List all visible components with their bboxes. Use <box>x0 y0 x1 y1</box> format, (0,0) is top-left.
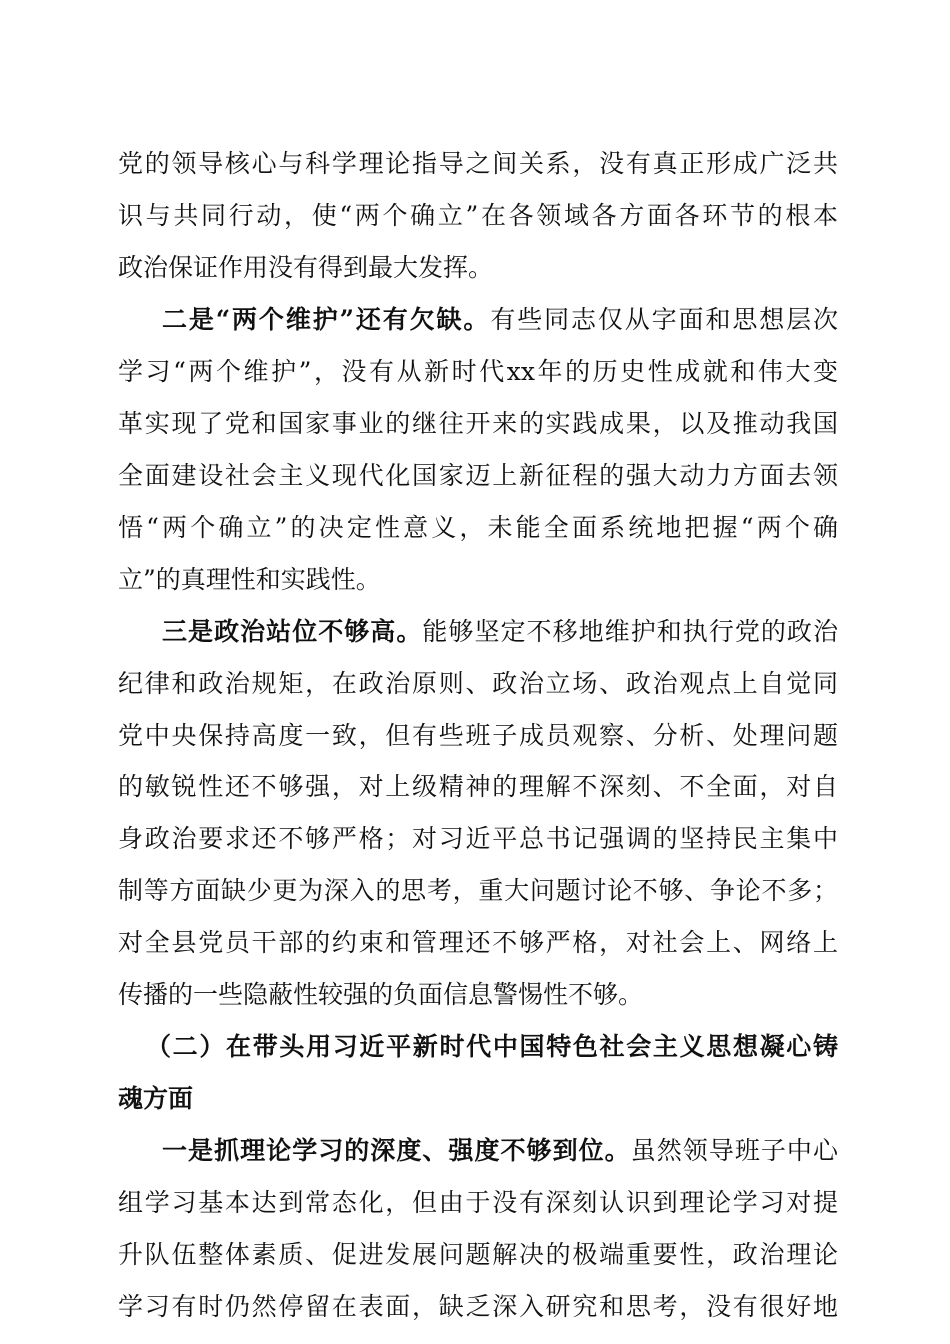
paragraph-line: 制等方面缺少更为深入的思考，重大问题讨论不够、争论不多； <box>118 876 838 905</box>
point-heading: 三是政治站位不够高。 <box>162 617 423 646</box>
paragraph-first-line <box>162 1128 838 1174</box>
paragraph-text: 有些同志仅从字面和思想层次 <box>490 305 838 334</box>
paragraph-first-line <box>162 609 838 655</box>
section-heading-cont: 魂方面 <box>118 1084 194 1113</box>
paragraph-first-line <box>162 297 838 343</box>
paragraph-line: 全面建设社会主义现代化国家迈上新征程的强大动力方面去领 <box>118 461 838 490</box>
paragraph-text: 能够坚定不移地维护和执行党的政治 <box>422 617 838 646</box>
paragraph-line: 党中央保持高度一致，但有些班子成员观察、分析、处理问题 <box>118 721 838 750</box>
paragraph-line: 识与共同行动，使“两个确立”在各领域各方面各环节的根本 <box>118 201 838 230</box>
point-heading: 一是抓理论学习的深度、强度不够到位。 <box>162 1136 631 1165</box>
paragraph-line: 悟“两个确立”的决定性意义，未能全面系统地把握“两个确 <box>118 513 838 542</box>
point-heading: 二是“两个维护”还有欠缺。 <box>162 305 491 334</box>
paragraph-line: 党的领导核心与科学理论指导之间关系，没有真正形成广泛共 <box>118 149 838 178</box>
paragraph-line: 政治保证作用没有得到最大发挥。 <box>118 253 494 282</box>
section-heading: （二）在带头用习近平新时代中国特色社会主义思想凝心铸 <box>146 1032 838 1061</box>
paragraph-line: 学习有时仍然停留在表面，缺乏深入研究和思考，没有很好地 <box>118 1292 838 1321</box>
paragraph-line: 组学习基本达到常态化，但由于没有深刻认识到理论学习对提 <box>118 1188 838 1217</box>
paragraph-line: 纪律和政治规矩，在政治原则、政治立场、政治观点上自觉同 <box>118 669 838 698</box>
paragraph-line: 立”的真理性和实践性。 <box>118 565 381 594</box>
paragraph-line: 身政治要求还不够严格；对习近平总书记强调的坚持民主集中 <box>118 824 838 853</box>
paragraph-line: 对全县党员干部的约束和管理还不够严格，对社会上、网络上 <box>118 928 838 957</box>
paragraph-line: 革实现了党和国家事业的继往开来的实践成果，以及推动我国 <box>118 409 838 438</box>
paragraph-text: 虽然领导班子中心 <box>630 1136 838 1165</box>
paragraph-line: 升队伍整体素质、促进发展问题解决的极端重要性，政治理论 <box>118 1240 838 1269</box>
paragraph-line: 学习“两个维护”，没有从新时代xx年的历史性成就和伟大变 <box>118 357 838 386</box>
paragraph-line: 传播的一些隐蔽性较强的负面信息警惕性不够。 <box>118 980 644 1009</box>
paragraph-line: 的敏锐性还不够强，对上级精神的理解不深刻、不全面，对自 <box>118 772 838 801</box>
